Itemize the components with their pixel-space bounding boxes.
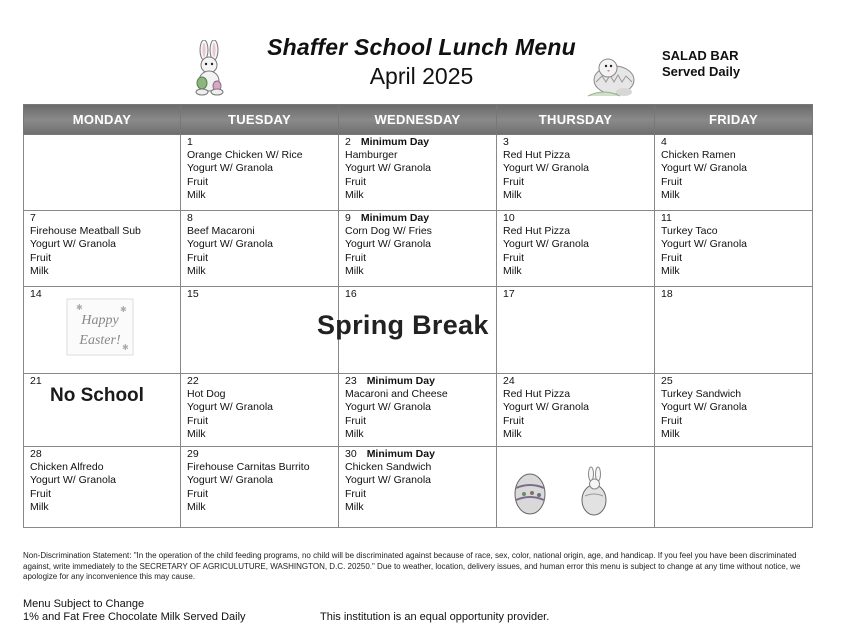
menu-item: Macaroni and Cheese bbox=[345, 388, 448, 401]
menu-item: Firehouse Carnitas Burrito bbox=[187, 461, 310, 474]
svg-text:✱: ✱ bbox=[76, 303, 83, 312]
day-number: 4 bbox=[661, 136, 667, 148]
menu-item: Yogurt W/ Granola bbox=[187, 238, 273, 251]
menu-item: Fruit bbox=[187, 175, 208, 188]
menu-item: Turkey Taco bbox=[661, 225, 718, 238]
day-cell-header bbox=[503, 375, 649, 388]
day-cell-header bbox=[187, 288, 333, 301]
menu-item: Yogurt W/ Granola bbox=[661, 162, 747, 175]
day-cell bbox=[497, 287, 655, 374]
day-header-friday: FRIDAY bbox=[655, 105, 813, 135]
menu-item: Milk bbox=[30, 264, 49, 277]
day-cell bbox=[24, 211, 181, 287]
day-cell-header bbox=[187, 448, 333, 461]
day-cell-header bbox=[345, 136, 491, 149]
day-cell-header bbox=[345, 212, 491, 225]
day-cell-header bbox=[187, 136, 333, 149]
chick-icon bbox=[584, 52, 640, 98]
day-cell bbox=[181, 135, 339, 211]
week-row bbox=[24, 135, 813, 211]
day-cell-header bbox=[187, 375, 333, 388]
menu-item: Fruit bbox=[187, 487, 208, 500]
week-row bbox=[24, 447, 813, 528]
equal-opportunity-note: This institution is an equal opportunity provider. bbox=[320, 611, 550, 623]
spring-break-label: Spring Break bbox=[317, 310, 489, 340]
menu-item: Yogurt W/ Granola bbox=[503, 401, 589, 414]
menu-item: Milk bbox=[187, 264, 206, 277]
menu-item: Chicken Sandwich bbox=[345, 461, 432, 474]
day-cell bbox=[497, 135, 655, 211]
happy-easter-line-2: Easter! bbox=[79, 333, 121, 348]
menu-item: Red Hut Pizza bbox=[503, 388, 571, 401]
day-cell-header bbox=[187, 212, 333, 225]
easter-eggs-icon bbox=[510, 464, 620, 520]
day-cell bbox=[181, 447, 339, 528]
day-cell bbox=[24, 135, 181, 211]
day-number: 24 bbox=[503, 375, 515, 387]
menu-item: Milk bbox=[503, 188, 522, 201]
day-cell bbox=[655, 374, 813, 447]
menu-item: Fruit bbox=[661, 414, 682, 427]
day-cell bbox=[181, 374, 339, 447]
menu-item: Milk bbox=[187, 500, 206, 513]
menu-item: Milk bbox=[345, 500, 364, 513]
day-cell-header bbox=[30, 212, 175, 225]
day-number: 11 bbox=[661, 212, 672, 224]
svg-text:✱: ✱ bbox=[120, 305, 127, 314]
day-cell-header bbox=[30, 448, 175, 461]
day-number: 3 bbox=[503, 136, 509, 148]
menu-item: Milk bbox=[661, 264, 680, 277]
menu-item: Fruit bbox=[661, 175, 682, 188]
day-number: 17 bbox=[503, 288, 515, 300]
minimum-day-label: Minimum Day bbox=[366, 448, 435, 460]
menu-item: Yogurt W/ Granola bbox=[503, 238, 589, 251]
menu-item: Fruit bbox=[187, 251, 208, 264]
menu-item: Fruit bbox=[345, 251, 366, 264]
menu-item: Yogurt W/ Granola bbox=[503, 162, 589, 175]
day-number: 25 bbox=[661, 375, 673, 387]
day-cell bbox=[497, 211, 655, 287]
day-number: 30 bbox=[345, 448, 357, 460]
menu-item: Fruit bbox=[503, 251, 524, 264]
menu-item: Turkey Sandwich bbox=[661, 388, 742, 401]
day-header-wednesday: WEDNESDAY bbox=[339, 105, 497, 135]
menu-item: Hamburger bbox=[345, 149, 398, 162]
day-number: 8 bbox=[187, 212, 193, 224]
menu-item: Milk bbox=[661, 188, 680, 201]
no-school-label: No School bbox=[50, 385, 144, 406]
svg-text:✱: ✱ bbox=[122, 343, 129, 352]
menu-item: Milk bbox=[661, 427, 680, 440]
menu-item: Yogurt W/ Granola bbox=[345, 162, 431, 175]
menu-item: Fruit bbox=[661, 251, 682, 264]
happy-easter-line-1: Happy bbox=[81, 313, 119, 328]
menu-item: Firehouse Meatball Sub bbox=[30, 225, 141, 238]
day-header-monday: MONDAY bbox=[24, 105, 181, 135]
menu-item: Yogurt W/ Granola bbox=[187, 162, 273, 175]
menu-item: Yogurt W/ Granola bbox=[661, 238, 747, 251]
menu-item: Fruit bbox=[503, 414, 524, 427]
menu-item: Fruit bbox=[187, 414, 208, 427]
happy-easter-card bbox=[66, 298, 134, 356]
menu-item: Yogurt W/ Granola bbox=[187, 401, 273, 414]
menu-item: Milk bbox=[345, 264, 364, 277]
day-number: 1 bbox=[187, 136, 193, 148]
day-number: 29 bbox=[187, 448, 199, 460]
minimum-day-label: Minimum Day bbox=[366, 375, 435, 387]
menu-item: Fruit bbox=[30, 487, 51, 500]
menu-item: Orange Chicken W/ Rice bbox=[187, 149, 303, 162]
day-cell bbox=[181, 287, 339, 374]
menu-item: Milk bbox=[187, 427, 206, 440]
minimum-day-label: Minimum Day bbox=[360, 136, 430, 148]
day-cell bbox=[655, 447, 813, 528]
day-cell-header bbox=[661, 375, 807, 388]
day-number: 21 bbox=[30, 375, 42, 387]
page-title: Shaffer School Lunch Menu bbox=[267, 34, 576, 60]
menu-item: Beef Macaroni bbox=[187, 225, 255, 238]
menu-change-note: Menu Subject to Change bbox=[23, 598, 145, 610]
menu-item: Milk bbox=[345, 427, 364, 440]
week-row bbox=[24, 211, 813, 287]
menu-item: Milk bbox=[187, 188, 206, 201]
menu-item: Fruit bbox=[345, 414, 366, 427]
bunny-icon bbox=[190, 40, 230, 96]
salad-bar-line-2: Served Daily bbox=[662, 64, 741, 79]
menu-item: Fruit bbox=[503, 175, 524, 188]
menu-item: Fruit bbox=[30, 251, 51, 264]
day-number: 16 bbox=[345, 288, 357, 300]
day-cell-header bbox=[345, 448, 491, 461]
menu-item: Yogurt W/ Granola bbox=[661, 401, 747, 414]
menu-item: Chicken Alfredo bbox=[30, 461, 104, 474]
menu-item: Milk bbox=[30, 500, 49, 513]
menu-item: Milk bbox=[503, 427, 522, 440]
day-cell-header bbox=[661, 288, 807, 301]
day-header-tuesday: TUESDAY bbox=[181, 105, 339, 135]
day-number: 18 bbox=[661, 288, 673, 300]
day-cell bbox=[655, 287, 813, 374]
milk-note: 1% and Fat Free Chocolate Milk Served Daily bbox=[23, 611, 246, 623]
day-cell-header bbox=[503, 136, 649, 149]
day-cell bbox=[339, 211, 497, 287]
day-number: 14 bbox=[30, 288, 42, 300]
day-cell-header bbox=[345, 375, 491, 388]
day-cell bbox=[655, 211, 813, 287]
day-number: 28 bbox=[30, 448, 42, 460]
menu-item: Milk bbox=[345, 188, 364, 201]
menu-item: Red Hut Pizza bbox=[503, 225, 571, 238]
menu-item: Yogurt W/ Granola bbox=[345, 238, 431, 251]
day-cell bbox=[24, 447, 181, 528]
menu-item: Yogurt W/ Granola bbox=[30, 238, 116, 251]
minimum-day-label: Minimum Day bbox=[360, 212, 430, 224]
non-discrimination-statement: Non-Discrimination Statement: "In the operation of the child feeding programs, no child will be discriminated against because of race, sex, color, national origin, age, and handicap. If you feel you have been discriminated against, write immediately to the SECRETARY OF AGRICULUTURE, WASHINGTON, D.C. 20250." Due to weather, location, delivery issues, and human error this menu is subject to change at any time without notice, we apologize for any inconvenience this may cause. bbox=[23, 551, 801, 581]
day-cell-header bbox=[661, 136, 807, 149]
menu-item: Fruit bbox=[345, 175, 366, 188]
day-cell bbox=[339, 447, 497, 528]
menu-item: Chicken Ramen bbox=[661, 149, 736, 162]
menu-item: Yogurt W/ Granola bbox=[187, 474, 273, 487]
page-subtitle: April 2025 bbox=[369, 63, 474, 89]
menu-item: Corn Dog W/ Fries bbox=[345, 225, 432, 238]
day-number: 10 bbox=[503, 212, 515, 224]
day-number: 15 bbox=[187, 288, 199, 300]
day-number: 23 bbox=[345, 375, 357, 387]
menu-item: Yogurt W/ Granola bbox=[345, 401, 431, 414]
day-cell bbox=[655, 135, 813, 211]
day-cell bbox=[181, 211, 339, 287]
menu-item: Fruit bbox=[345, 487, 366, 500]
day-cell bbox=[339, 135, 497, 211]
menu-item: Hot Dog bbox=[187, 388, 226, 401]
day-number: 7 bbox=[30, 212, 36, 224]
day-cell-header bbox=[503, 288, 649, 301]
day-cell bbox=[497, 374, 655, 447]
menu-item: Yogurt W/ Granola bbox=[30, 474, 116, 487]
day-cell bbox=[339, 374, 497, 447]
day-cell-header bbox=[661, 212, 807, 225]
day-number: 2 bbox=[345, 136, 351, 148]
menu-item: Red Hut Pizza bbox=[503, 149, 571, 162]
menu-item: Milk bbox=[503, 264, 522, 277]
day-cell-header bbox=[503, 212, 649, 225]
day-cell-header bbox=[345, 288, 491, 301]
day-number: 9 bbox=[345, 212, 351, 224]
day-header-thursday: THURSDAY bbox=[497, 105, 655, 135]
salad-bar-line-1: SALAD BAR bbox=[662, 48, 739, 63]
salad-bar-note bbox=[662, 48, 740, 80]
day-number: 22 bbox=[187, 375, 199, 387]
menu-item: Yogurt W/ Granola bbox=[345, 474, 431, 487]
